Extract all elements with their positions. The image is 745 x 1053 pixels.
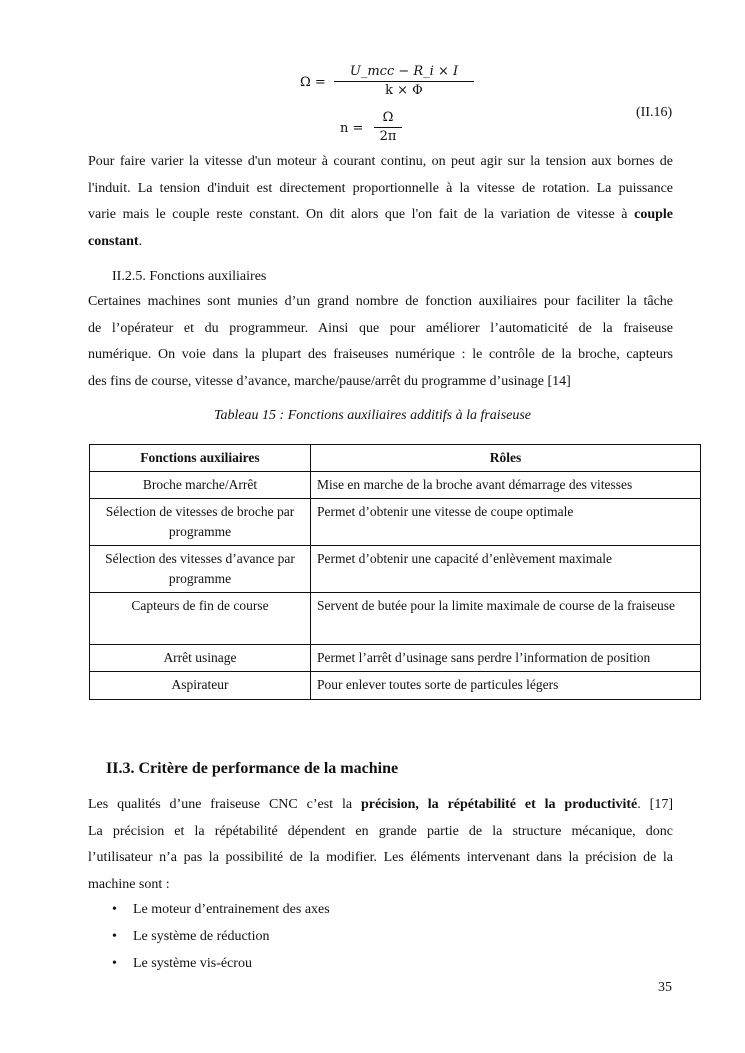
n-denominator: 2π bbox=[379, 129, 397, 144]
auxiliary-functions-table bbox=[89, 444, 701, 700]
role-cell: Pour enlever toutes sorte de particules légers bbox=[311, 672, 701, 700]
role-cell: Permet d’obtenir une capacité d’enlèvement maximale bbox=[311, 546, 701, 593]
text-line bbox=[88, 849, 673, 867]
role-cell: Mise en marche de la broche avant démarrage des vitesses bbox=[311, 472, 701, 499]
omega-denominator: k × Φ bbox=[385, 83, 423, 98]
n-lhs: n = bbox=[340, 121, 364, 136]
text-line bbox=[88, 823, 673, 841]
table-header: Fonctions auxiliaires bbox=[90, 445, 311, 472]
text-line bbox=[88, 206, 673, 224]
text-segment: Les qualités d’une fraiseuse CNC c’est la bbox=[88, 797, 361, 812]
text-segment: . bbox=[138, 233, 143, 249]
text-segment: numérique. On voie dans la plupart des fraiseuses numérique : le contrôle de la broche, capteurs bbox=[88, 347, 673, 363]
text-segment: machine sont : bbox=[88, 876, 170, 892]
table-row bbox=[90, 645, 701, 672]
equation-number: (II.16) bbox=[636, 105, 673, 120]
table-header: Rôles bbox=[311, 445, 701, 472]
bullet-item: Le moteur d’entrainement des axes bbox=[133, 902, 330, 917]
subheading-auxiliary-functions: II.2.5. Fonctions auxiliaires bbox=[112, 269, 267, 284]
text-segment: des fins de course, vitesse d’avance, marche/pause/arrêt du programme d’usinage [14] bbox=[88, 373, 571, 389]
page-number: 35 bbox=[658, 980, 672, 995]
role-cell: Permet d’obtenir une vitesse de coupe optimale bbox=[311, 499, 701, 546]
bullet-icon: • bbox=[112, 955, 117, 971]
omega-lhs: Ω = bbox=[300, 75, 326, 90]
bold-text: constant bbox=[88, 233, 139, 249]
table-row bbox=[90, 546, 701, 593]
bullet-icon: • bbox=[112, 902, 117, 917]
bullet-item: Le système vis-écrou bbox=[133, 955, 252, 971]
text-segment: l’utilisateur n’a pas la possibilité de la modifier. Les éléments intervenant dans la précision de la bbox=[88, 850, 673, 866]
table-row bbox=[90, 472, 701, 499]
text-line bbox=[88, 796, 673, 814]
table-row bbox=[90, 593, 701, 645]
text-segment: La précision et la répétabilité dépendent en grande partie de la structure mécanique, donc bbox=[88, 823, 673, 839]
text-line bbox=[88, 373, 673, 391]
text-line bbox=[88, 153, 673, 171]
text-segment: varie mais le couple reste constant. On dit alors que l'on fait de la variation de vitesse à bbox=[88, 207, 635, 223]
text-segment: de l’opérateur et du programmeur. Ainsi que pour améliorer l’automaticité de la fraiseuse bbox=[88, 320, 673, 336]
role-cell: Servent de butée pour la limite maximale de course de la fraiseuse bbox=[311, 593, 701, 645]
text-segment: l'induit. La tension d'induit est directement proportionnelle à la vitesse de rotation. La puissance bbox=[88, 180, 673, 196]
bullet-item: Le système de réduction bbox=[133, 928, 270, 944]
function-cell: Sélection des vitesses d’avance par programme bbox=[90, 546, 311, 593]
omega-numerator: U_mcc − R_i × I bbox=[334, 64, 474, 82]
bold-text: précision, la répétabilité et la productivité bbox=[360, 797, 638, 812]
text-line bbox=[88, 293, 673, 311]
role-cell: Permet l’arrêt d’usinage sans perdre l’information de position bbox=[311, 645, 701, 672]
text-line bbox=[88, 346, 673, 364]
text-line bbox=[88, 876, 673, 894]
function-cell: Capteurs de fin de course bbox=[90, 593, 311, 645]
table-row bbox=[90, 672, 701, 700]
section-heading: II.3. Critère de performance de la machine bbox=[106, 760, 399, 777]
text-line bbox=[88, 180, 673, 198]
function-cell: Aspirateur bbox=[90, 672, 311, 700]
bold-text: couple bbox=[634, 207, 673, 223]
function-cell: Broche marche/Arrêt bbox=[90, 472, 311, 499]
table-caption: Tableau 15 : Fonctions auxiliaires additifs à la fraiseuse bbox=[213, 408, 532, 423]
table-row bbox=[90, 499, 701, 546]
text-segment: Certaines machines sont munies d’un grand nombre de fonction auxiliaires pour faciliter la tâche bbox=[88, 294, 673, 309]
text-line bbox=[88, 233, 673, 251]
text-line bbox=[88, 320, 673, 338]
function-cell: Arrêt usinage bbox=[90, 645, 311, 672]
text-segment: Pour faire varier la vitesse d'un moteur à courant continu, on peut agir sur la tension aux bornes de bbox=[88, 154, 673, 169]
text-segment: . [17] bbox=[637, 797, 673, 812]
function-cell: Sélection de vitesses de broche par programme bbox=[90, 499, 311, 546]
n-numerator: Ω bbox=[374, 110, 402, 128]
bullet-icon: • bbox=[112, 928, 117, 944]
